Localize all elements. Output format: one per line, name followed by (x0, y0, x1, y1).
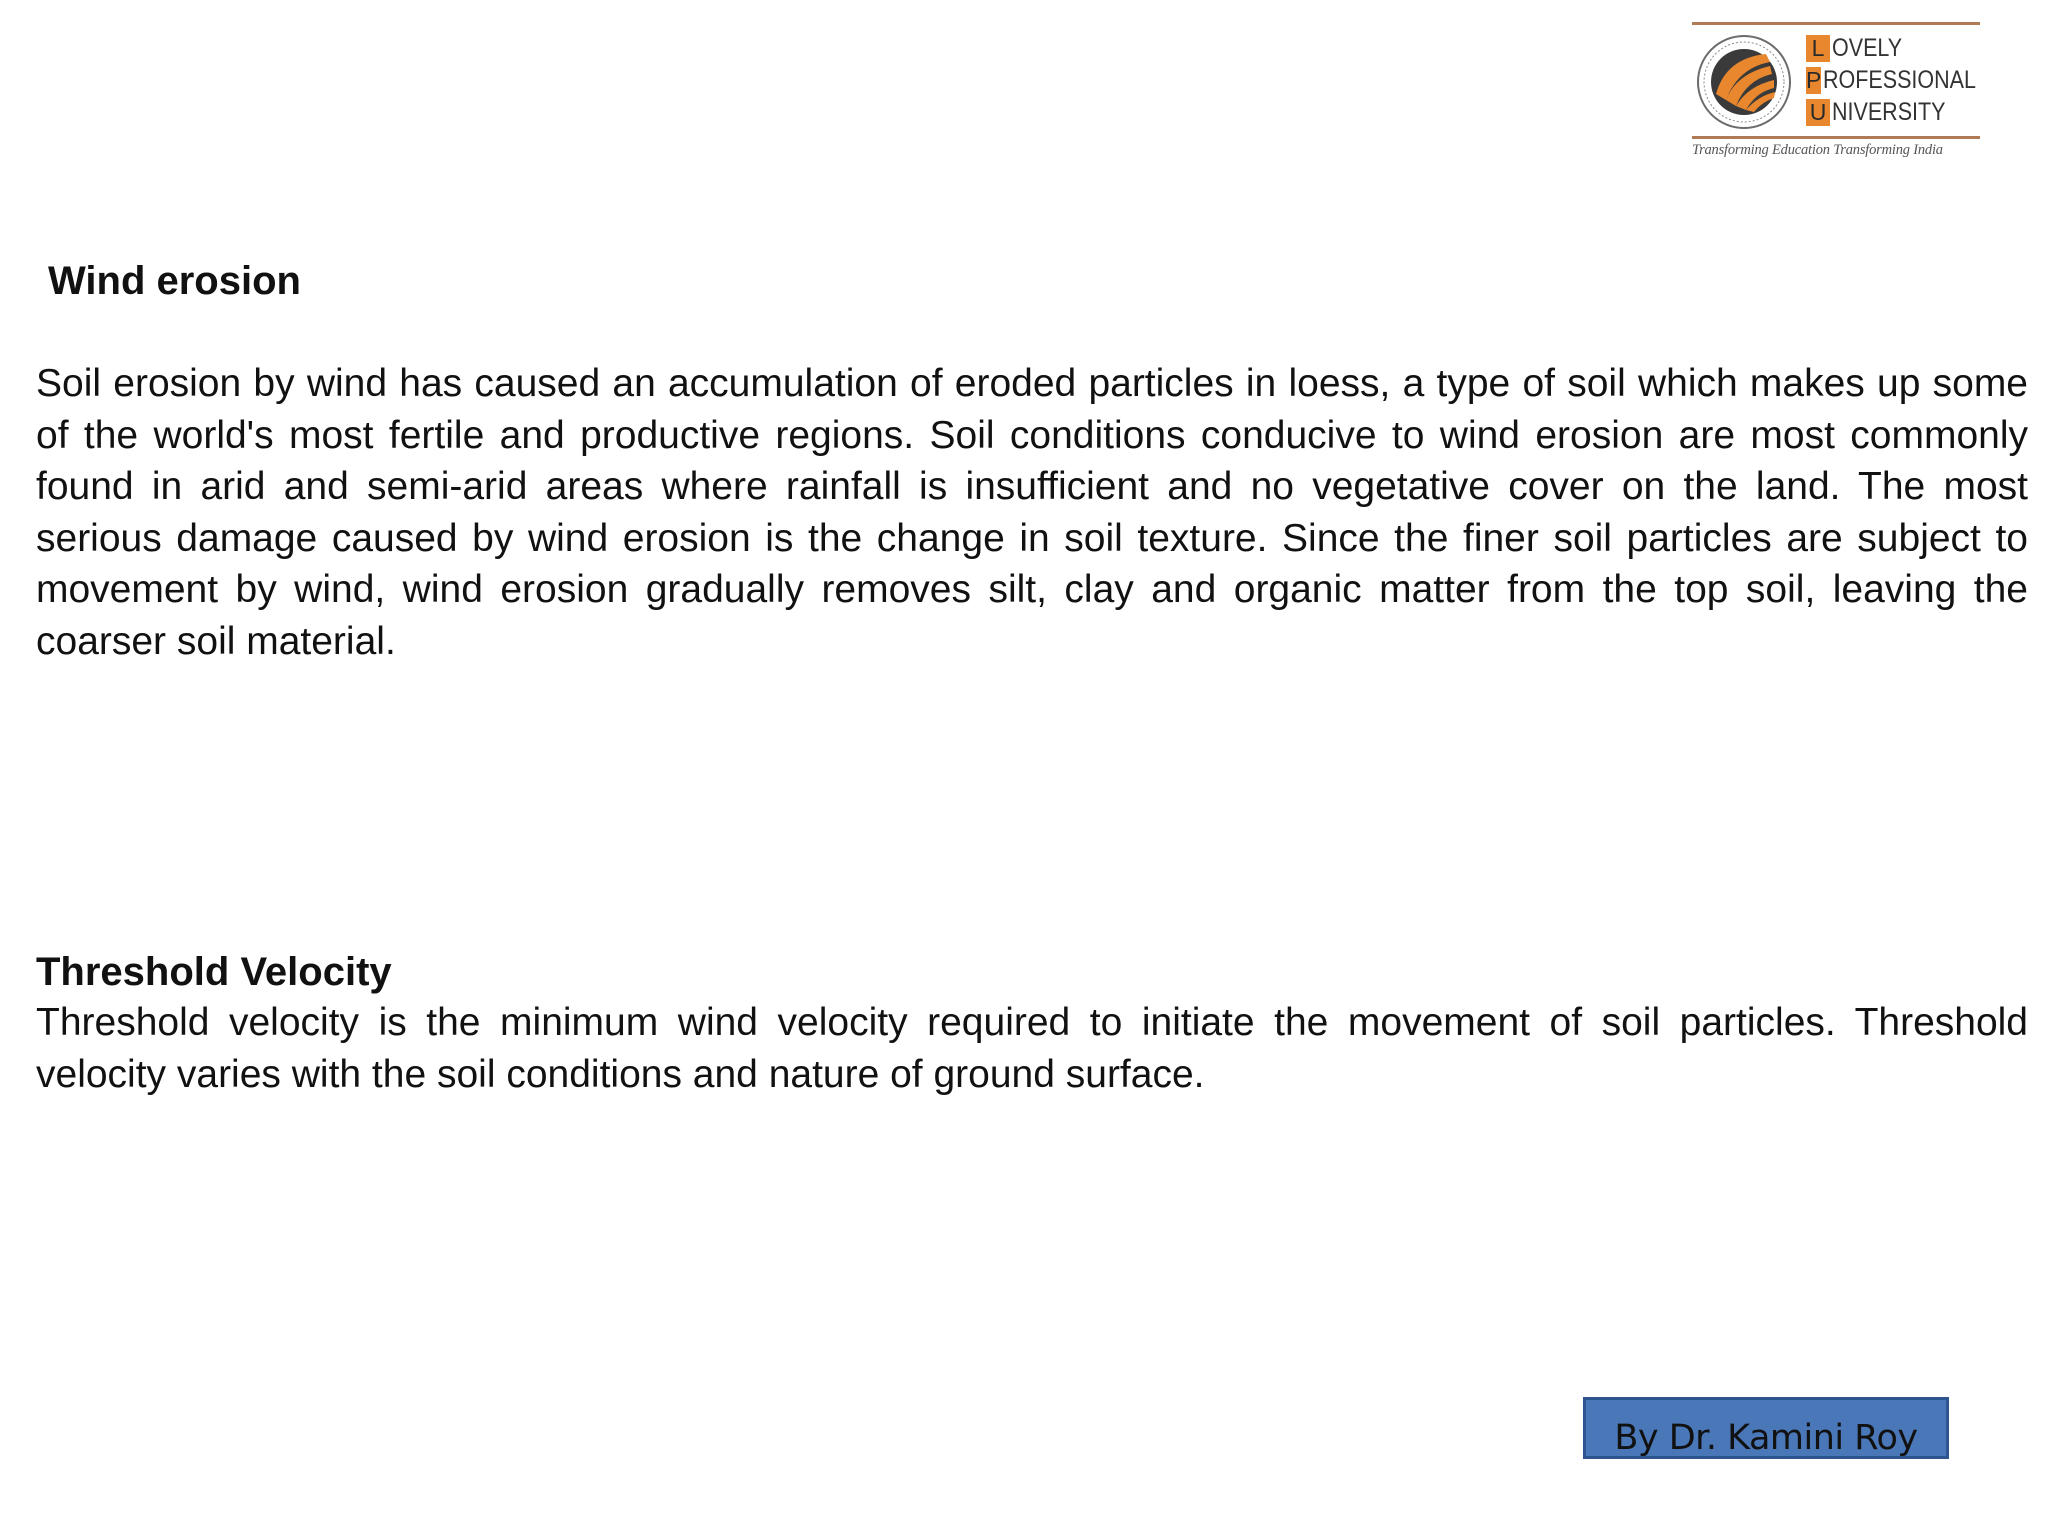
author-label: By Dr. Kamini Roy (1614, 1418, 1918, 1458)
section-body-wind-erosion: Soil erosion by wind has caused an accumulation of eroded particles in loess, a type of soil which makes up some of the world's most fertile and productive regions. Soil conditions conducive to wind erosion are most commonly found in arid and semi-arid areas where rainfall is insufficient and no vegetative cover on the land. The most serious damage caused by wind erosion is the change in soil texture. Since the finer soil particles are subject to movement by wind, wind erosion gradually removes silt, clay and organic matter from the top soil, leaving the coarser soil material. (36, 362, 2028, 663)
logo-word: ROFESSIONAL (1823, 65, 1977, 94)
logo-initial: U (1806, 99, 1830, 126)
section-heading-wind-erosion: Wind erosion (48, 259, 301, 303)
logo-top-rule (1692, 22, 1980, 25)
logo-initial: L (1806, 35, 1830, 62)
logo-line-1 (1806, 32, 1982, 64)
logo-wordmark (1806, 32, 1982, 128)
logo-word: NIVERSITY (1832, 97, 1946, 126)
logo-initial: P (1806, 66, 1822, 93)
logo-word: OVELY (1832, 33, 1903, 62)
logo-line-2 (1806, 64, 1982, 96)
university-logo (1692, 22, 1984, 168)
author-box (1583, 1397, 1949, 1459)
section-body-threshold-velocity: Threshold velocity is the minimum wind velocity required to initiate the movement of soil particles. Threshold velocity varies with the soil conditions and nature of ground surface. (36, 1001, 2028, 1096)
logo-bottom-rule (1692, 136, 1980, 139)
section-heading-threshold-velocity: Threshold Velocity (36, 950, 392, 994)
logo-tagline: Transforming Education Transforming India (1692, 142, 1943, 158)
logo-line-3 (1806, 96, 1982, 128)
university-seal-icon (1696, 34, 1792, 130)
